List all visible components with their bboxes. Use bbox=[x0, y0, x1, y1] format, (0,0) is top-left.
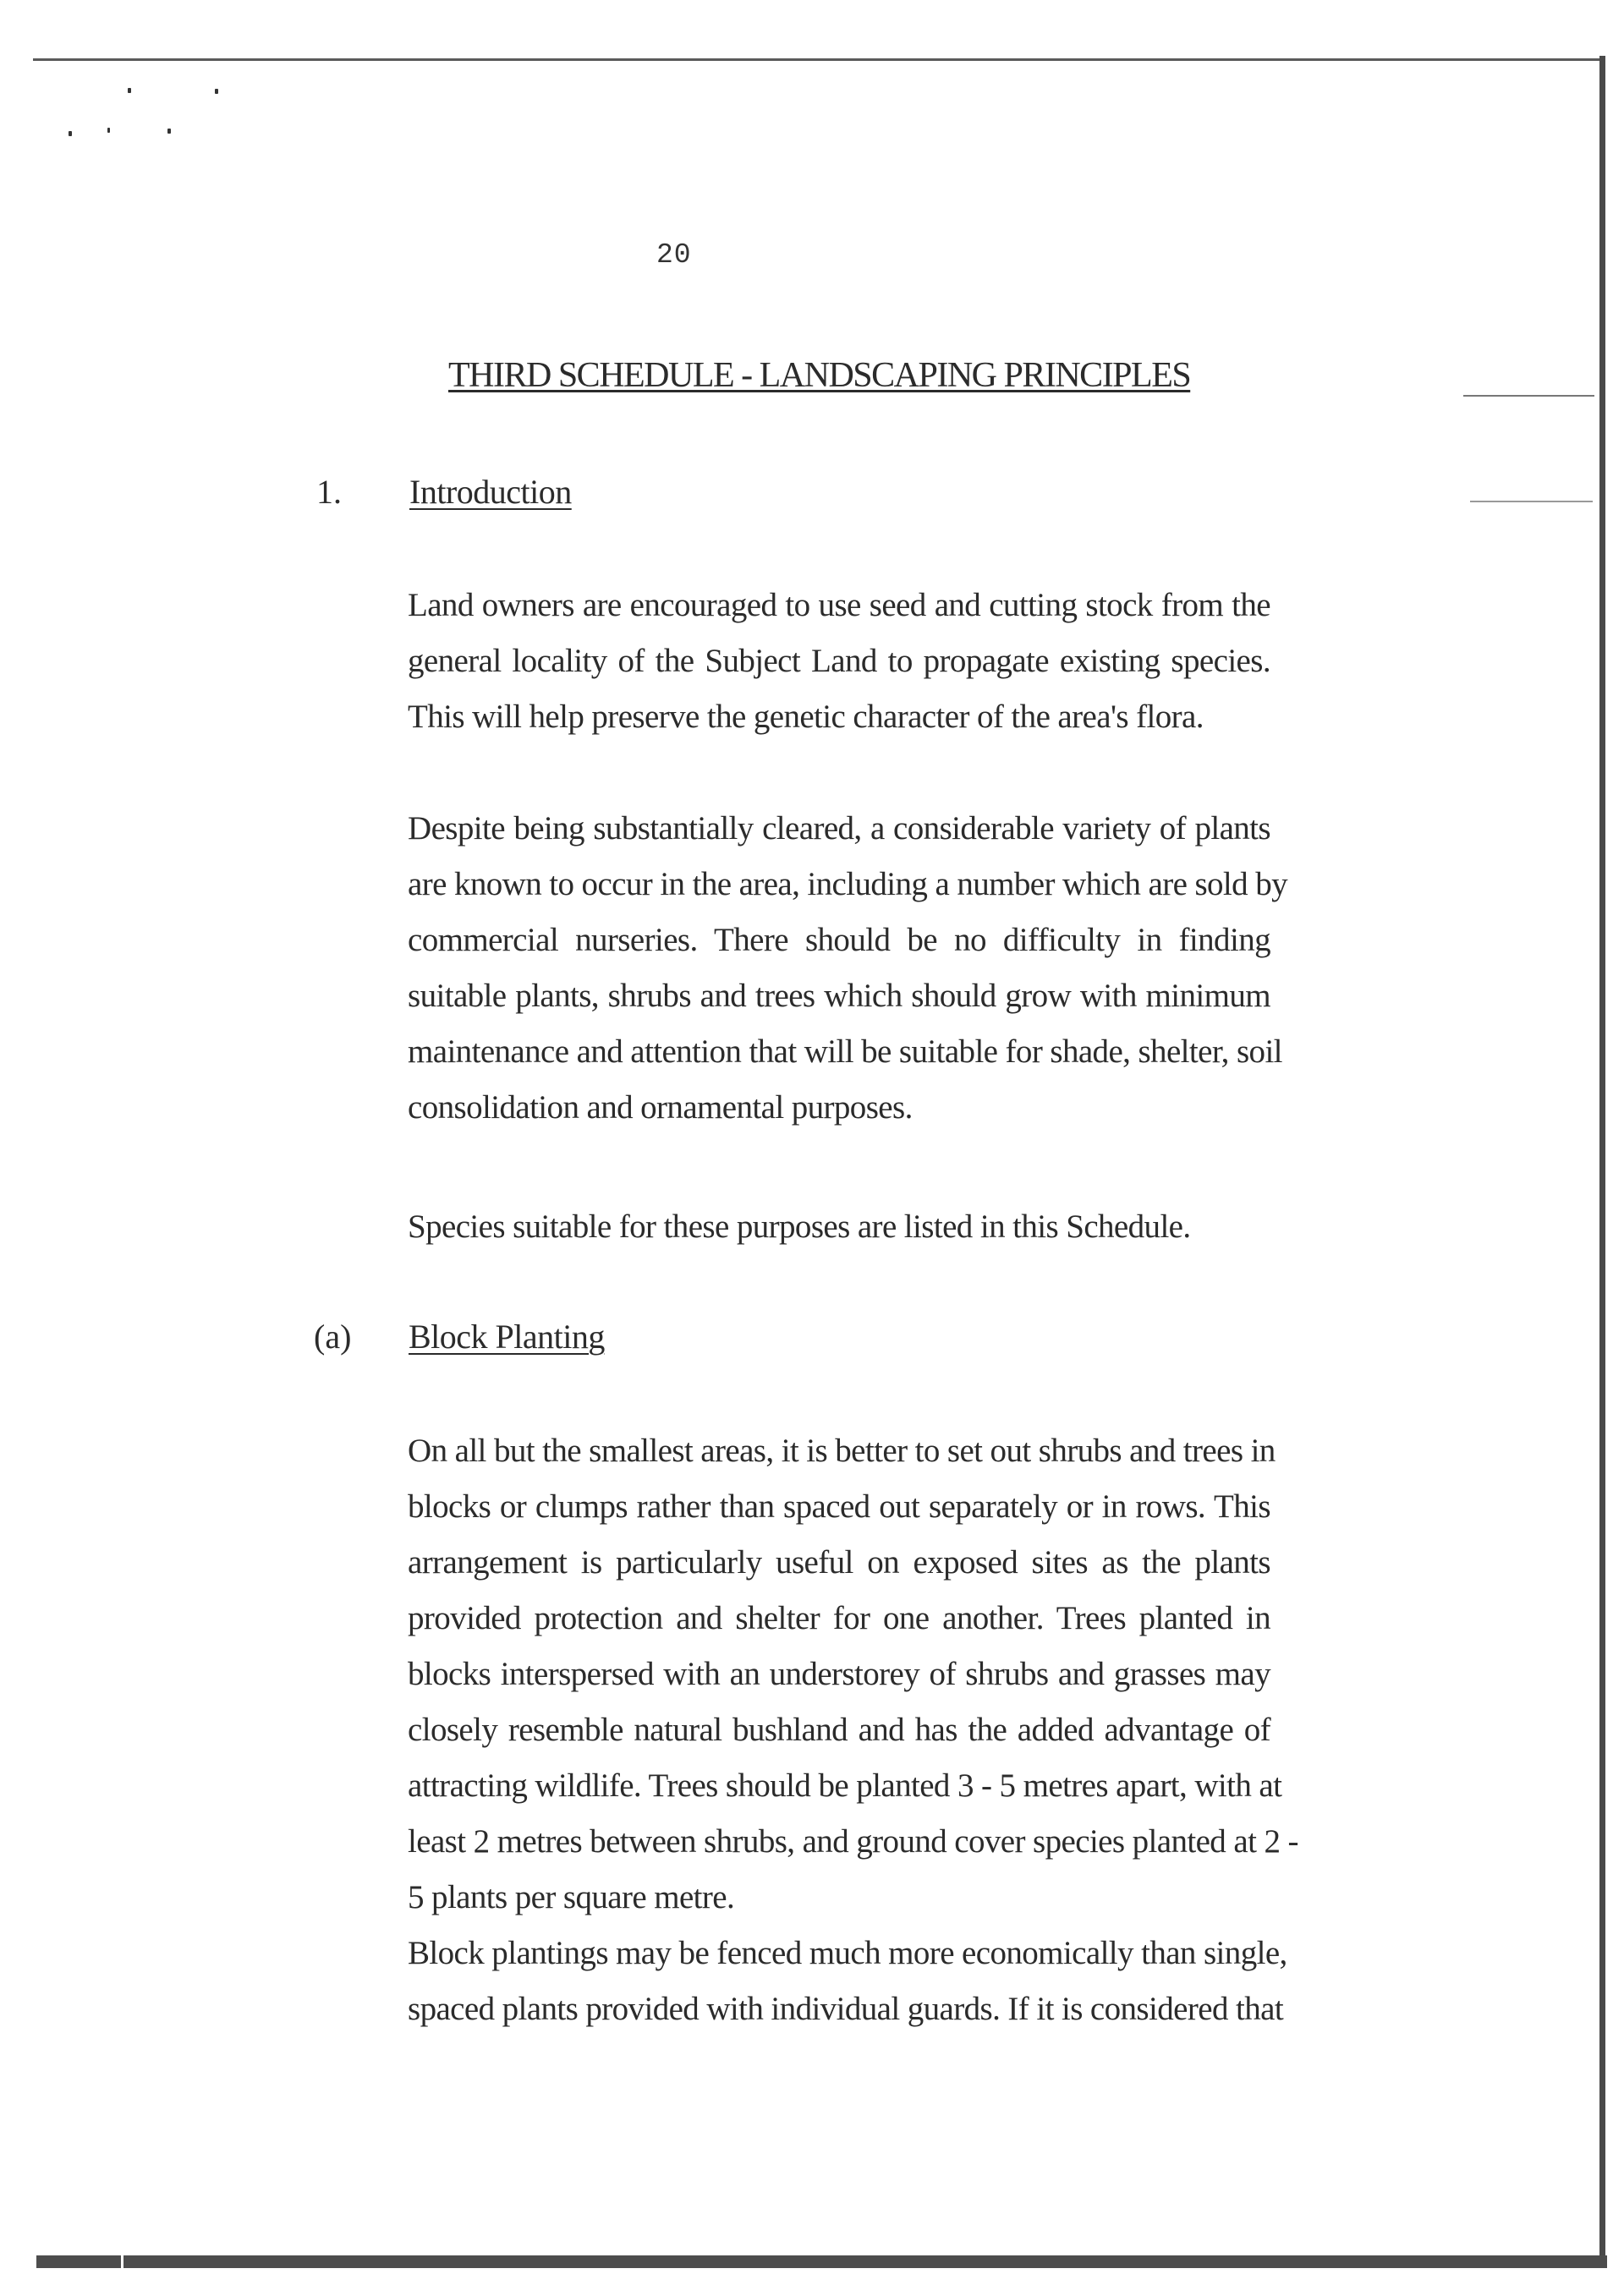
text-line: Land owners are encouraged to use seed and cutting stock from the bbox=[408, 587, 1270, 623]
section-number: 1. bbox=[316, 473, 342, 511]
paragraph bbox=[408, 801, 1288, 1136]
text-line: consolidation and ornamental purposes. bbox=[408, 1089, 913, 1126]
scan-top-border bbox=[33, 58, 1605, 61]
paragraph bbox=[408, 1423, 1298, 1926]
text-line: are known to occur in the area, including a number which are sold by bbox=[408, 866, 1288, 902]
scan-speck bbox=[167, 129, 171, 134]
text-line: Block plantings may be fenced much more economically than single, bbox=[408, 1935, 1287, 1971]
margin-mark bbox=[1470, 501, 1593, 502]
section-heading-introduction: Introduction bbox=[409, 473, 572, 511]
scan-right-border bbox=[1599, 56, 1605, 2268]
paragraph bbox=[408, 578, 1270, 745]
text-line: maintenance and attention that will be suitable for shade, shelter, soil bbox=[408, 1033, 1282, 1070]
scan-speck bbox=[107, 128, 110, 133]
text-line: On all but the smallest areas, it is better to set out shrubs and trees in bbox=[408, 1433, 1276, 1469]
page-number: 20 bbox=[656, 239, 692, 271]
text-line: provided protection and shelter for one another. Trees planted in bbox=[408, 1600, 1270, 1636]
paragraph bbox=[408, 1926, 1287, 2037]
text-line: attracting wildlife. Trees should be planted 3 - 5 metres apart, with at bbox=[408, 1767, 1282, 1804]
text-line: arrangement is particularly useful on exposed sites as the plants bbox=[408, 1544, 1270, 1581]
text-line: 5 plants per square metre. bbox=[408, 1879, 735, 1915]
scan-bottom-border bbox=[36, 2255, 1607, 2268]
text-line: spaced plants provided with individual guards. If it is considered that bbox=[408, 1991, 1284, 2027]
scan-bottom-border-gap bbox=[121, 2253, 123, 2270]
text-line: Species suitable for these purposes are listed in this Schedule. bbox=[408, 1208, 1191, 1245]
text-line: blocks or clumps rather than spaced out separately or in rows. This bbox=[408, 1488, 1270, 1525]
scan-speck bbox=[69, 131, 72, 136]
text-line: This will help preserve the genetic character of the area's flora. bbox=[408, 699, 1204, 735]
text-line: commercial nurseries. There should be no difficulty in finding bbox=[408, 922, 1270, 958]
section-number: (a) bbox=[314, 1318, 352, 1356]
scan-speck bbox=[128, 88, 131, 93]
text-line: blocks interspersed with an understorey of shrubs and grasses may bbox=[408, 1656, 1270, 1692]
margin-mark bbox=[1463, 395, 1594, 397]
page-title: THIRD SCHEDULE - LANDSCAPING PRINCIPLES bbox=[448, 356, 1191, 395]
text-line: general locality of the Subject Land to propagate existing species. bbox=[408, 643, 1270, 679]
text-line: least 2 metres between shrubs, and ground cover species planted at 2 - bbox=[408, 1823, 1298, 1860]
text-line: suitable plants, shrubs and trees which should grow with minimum bbox=[408, 978, 1270, 1014]
text-line: Despite being substantially cleared, a considerable variety of plants bbox=[408, 810, 1270, 847]
text-line: closely resemble natural bushland and has the added advantage of bbox=[408, 1712, 1270, 1748]
section-heading-block-planting: Block Planting bbox=[409, 1318, 605, 1356]
scan-speck bbox=[215, 89, 218, 94]
paragraph bbox=[408, 1199, 1270, 1255]
